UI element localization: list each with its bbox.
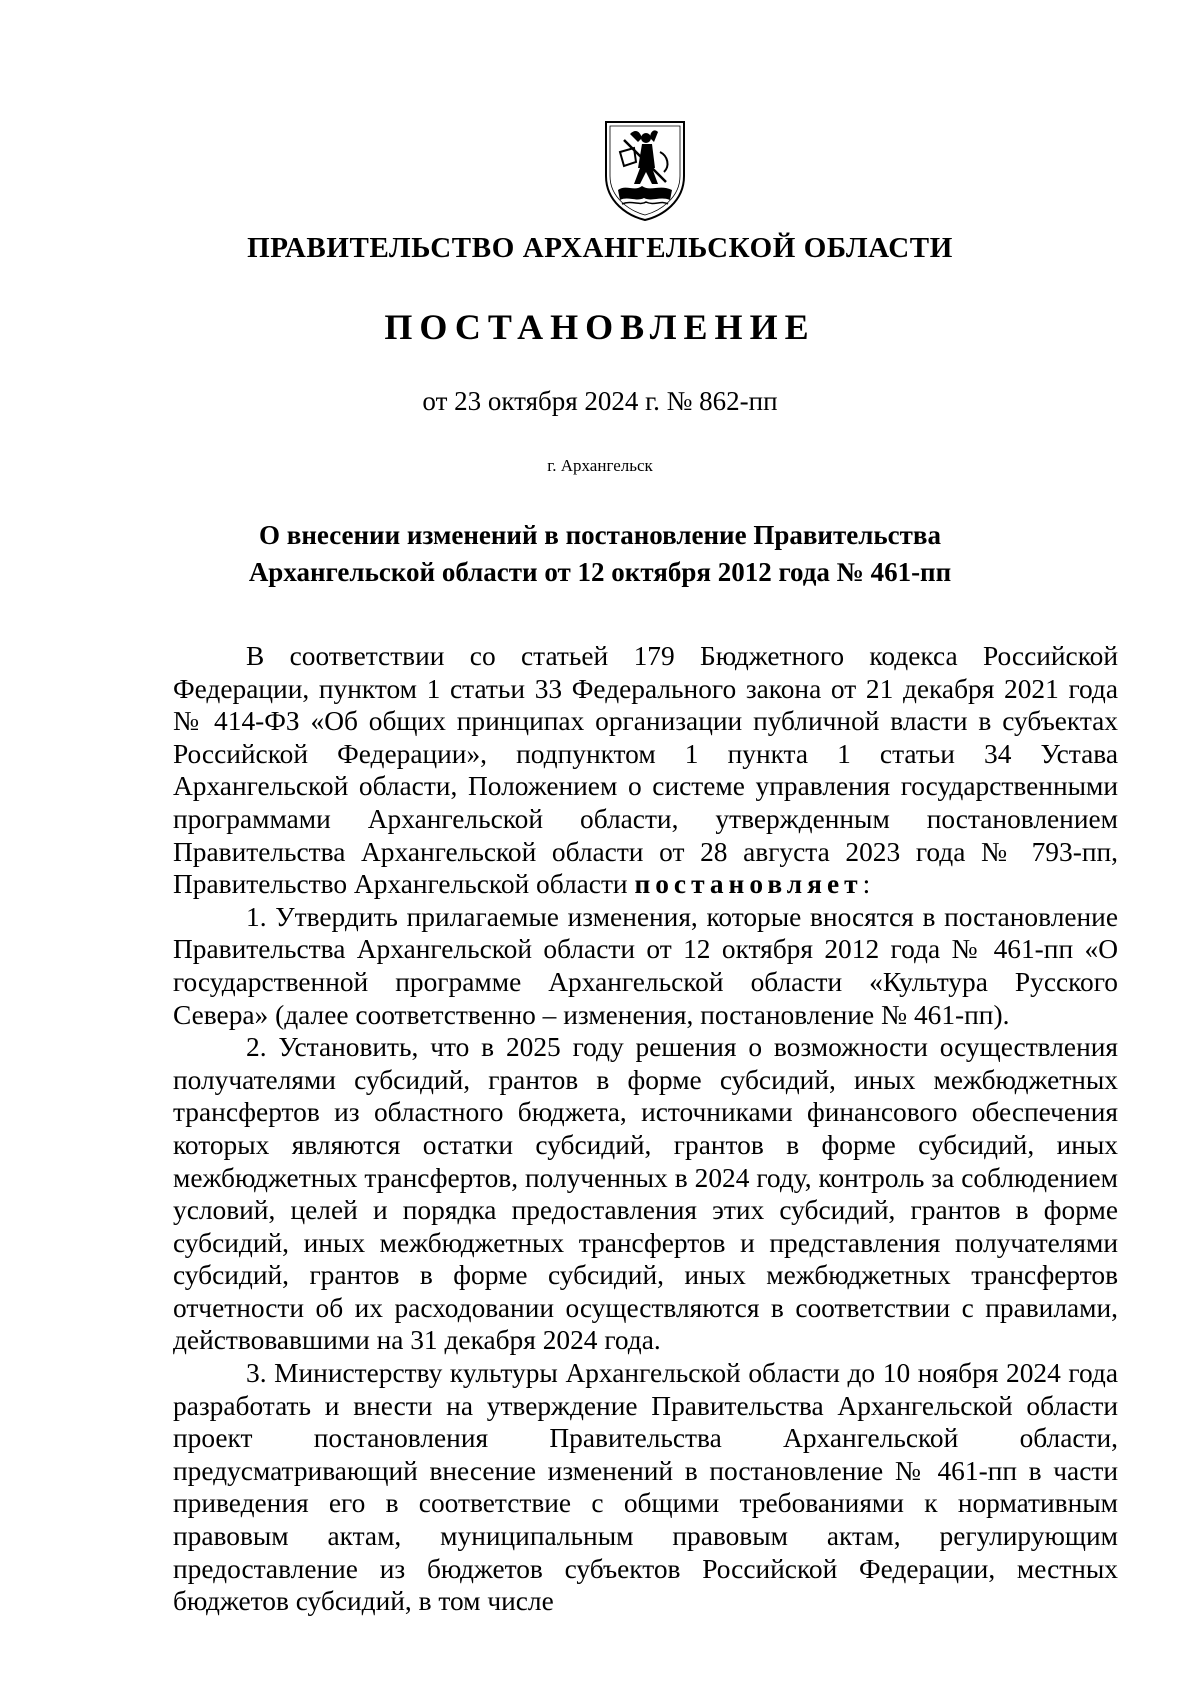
document-date-number: от 23 октября 2024 г. № 862-пп — [422, 386, 778, 416]
coat-of-arms-icon — [600, 118, 690, 222]
document-city: г. Архангельск — [547, 456, 653, 475]
document-body — [173, 640, 1118, 1618]
item-3-paragraph: 3. Министерству культуры Архангельской области до 10 ноября 2024 года разработать и внести на утверждение Правительства Архангельской области проект постановления Правительства Архангельской области, предусматривающий внесение изменений в постановление № 461-пп в части приведения его в соответствие с общими требованиями к нормативным правовым актам, муниципальным правовым актам, регулирующим предоставление из бюджетов субъектов Российской Федерации, местных бюджетов субсидий, в том числе — [173, 1358, 1118, 1617]
item-1-paragraph: 1. Утвердить прилагаемые изменения, которые вносятся в постановление Правительства Архангельской области от 12 октября 2012 года № 461-пп «О государственной программе Архангельской области «Культура Русского Севера» (далее соответственно – изменения, постановление № 461-пп). — [173, 901, 1118, 1030]
document-title — [0, 517, 1200, 591]
title-line-1: О внесении изменений в постановление Правительства — [259, 520, 941, 550]
government-name: ПРАВИТЕЛЬСТВО АРХАНГЕЛЬСКОЙ ОБЛАСТИ — [247, 232, 953, 264]
resolves-colon: : — [862, 869, 871, 900]
preamble-text: В соответствии со статьей 179 Бюджетного кодекса Российской Федерации, пунктом 1 статьи 33 Федерального закона от 21 декабря 2021 года № 414-ФЗ «Об общих принципах организации публичной власти в субъектах Российской Федерации», подпунктом 1 пункта 1 статьи 34 Устава Архангельской области, Положением о системе управления государственными программами Архангельской области, утвержденным постановлением Правительства Архангельской области от 28 августа 2023 года № 793-пп, Правительство Архангельской области — [173, 641, 1118, 900]
title-line-2: Архангельской области от 12 октября 2012 года № 461-пп — [248, 557, 952, 587]
item-2-paragraph: 2. Установить, что в 2025 году решения о возможности осуществления получателями субсидий, грантов в форме субсидий, иных межбюджетных трансфертов из областного бюджета, источниками финансового обеспечения которых являются остатки субсидий, грантов в форме субсидий, иных межбюджетных трансфертов, полученных в 2024 году, контроль за соблюдением условий, целей и порядка предоставления этих субсидий, грантов в форме субсидий, иных межбюджетных трансфертов и представления получателями субсидий, грантов в форме субсидий, иных межбюджетных трансфертов отчетности об их расходовании осуществляются в соответствии с правилами, действовавшими на 31 декабря 2024 года. — [173, 1032, 1118, 1356]
document-type: ПОСТАНОВЛЕНИЕ — [384, 307, 816, 347]
resolves-word: постановляет — [634, 869, 863, 900]
preamble-paragraph — [173, 640, 1118, 901]
